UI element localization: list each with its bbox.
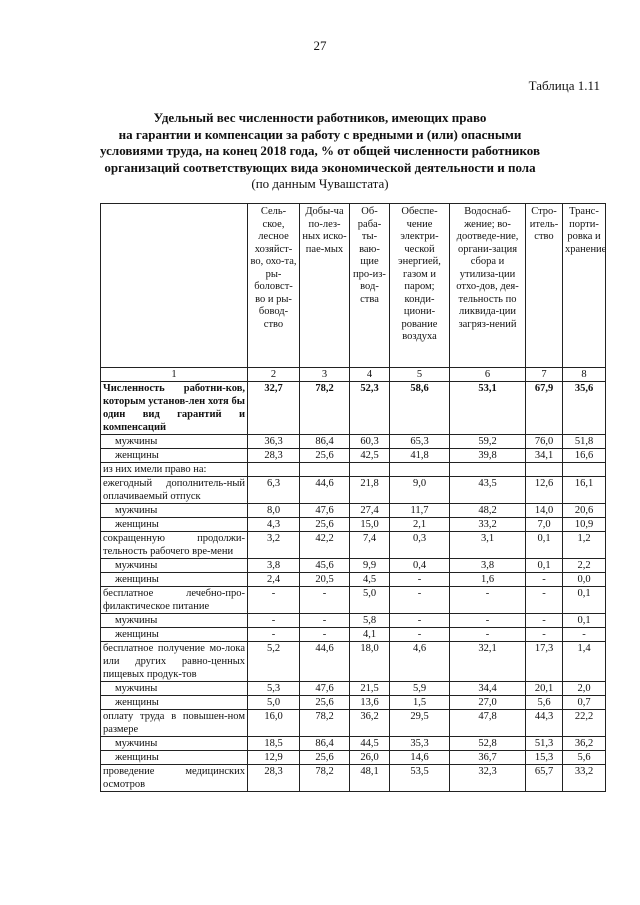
- title-line: Удельный вес численности работников, имеющих право: [153, 110, 487, 125]
- row-label: мужчины: [101, 504, 248, 518]
- cell-value: 42,2: [300, 532, 350, 559]
- row-label: женщины: [101, 751, 248, 765]
- table-row: [101, 642, 606, 682]
- cell-value: 25,6: [300, 449, 350, 463]
- cell-value: 27,4: [350, 504, 390, 518]
- cell-value: 32,7: [248, 382, 300, 435]
- cell-value: 9,0: [390, 477, 450, 504]
- table-row: [101, 532, 606, 559]
- table-row: [101, 587, 606, 614]
- cell-value: 86,4: [300, 737, 350, 751]
- cell-value: 36,2: [563, 737, 606, 751]
- cell-value: 78,2: [300, 765, 350, 792]
- cell-value: -: [526, 587, 563, 614]
- cell-value: 12,6: [526, 477, 563, 504]
- cell-value: 0,1: [563, 587, 606, 614]
- table-row: [101, 573, 606, 587]
- cell-value: 3,8: [248, 559, 300, 573]
- cell-value: [390, 463, 450, 477]
- cell-value: 0,4: [390, 559, 450, 573]
- cell-value: 22,2: [563, 710, 606, 737]
- row-label: бесплатное получение мо-лока или других равно-ценных пищевых продук-тов: [101, 642, 248, 682]
- header-row: [101, 204, 606, 368]
- column-header: Обеспе-чение электри-ческой энергией, газом и паром; конди-циони-рование воздуха: [390, 204, 450, 368]
- title-line: организаций соответствующих вида экономической деятельности и пола: [104, 159, 536, 175]
- cell-value: 48,1: [350, 765, 390, 792]
- cell-value: -: [526, 628, 563, 642]
- table-row: [101, 614, 606, 628]
- cell-value: 5,6: [526, 696, 563, 710]
- cell-value: 21,5: [350, 682, 390, 696]
- cell-value: 10,9: [563, 518, 606, 532]
- column-header: Сель-ское, лесное хозяйст-во, охо-та, ры-боловст-во и ры-бовод-ство: [248, 204, 300, 368]
- cell-value: [248, 463, 300, 477]
- cell-value: 35,6: [563, 382, 606, 435]
- cell-value: 1,2: [563, 532, 606, 559]
- table-row: [101, 449, 606, 463]
- cell-value: 44,3: [526, 710, 563, 737]
- table-label: Таблица 1.11: [528, 78, 600, 93]
- cell-value: 1,5: [390, 696, 450, 710]
- cell-value: 4,3: [248, 518, 300, 532]
- cell-value: 17,3: [526, 642, 563, 682]
- cell-value: 67,9: [526, 382, 563, 435]
- column-index: 2: [248, 368, 300, 382]
- cell-value: 32,1: [450, 642, 526, 682]
- cell-value: 36,7: [450, 751, 526, 765]
- table-row: [101, 696, 606, 710]
- cell-value: -: [248, 587, 300, 614]
- cell-value: 0,1: [526, 559, 563, 573]
- cell-value: 2,2: [563, 559, 606, 573]
- data-table: [100, 203, 606, 792]
- cell-value: -: [450, 628, 526, 642]
- cell-value: 3,8: [450, 559, 526, 573]
- cell-value: 29,5: [390, 710, 450, 737]
- table-title: [100, 110, 540, 193]
- table-body: [101, 382, 606, 792]
- cell-value: 47,6: [300, 682, 350, 696]
- table-row: [101, 559, 606, 573]
- column-index: 8: [563, 368, 606, 382]
- row-label: женщины: [101, 628, 248, 642]
- cell-value: 14,0: [526, 504, 563, 518]
- cell-value: 28,3: [248, 765, 300, 792]
- cell-value: 13,6: [350, 696, 390, 710]
- column-index-row: [101, 368, 606, 382]
- row-label: мужчины: [101, 737, 248, 751]
- row-label: сокращенную продолжи-тельность рабочего вре-мени: [101, 532, 248, 559]
- cell-value: 33,2: [450, 518, 526, 532]
- table-row: [101, 751, 606, 765]
- cell-value: 7,4: [350, 532, 390, 559]
- cell-value: 15,3: [526, 751, 563, 765]
- cell-value: 4,5: [350, 573, 390, 587]
- cell-value: 5,9: [390, 682, 450, 696]
- cell-value: 44,6: [300, 477, 350, 504]
- row-label: женщины: [101, 518, 248, 532]
- cell-value: 65,7: [526, 765, 563, 792]
- cell-value: 14,6: [390, 751, 450, 765]
- row-label: бесплатное лечебно-про-филактическое питание: [101, 587, 248, 614]
- cell-value: 25,6: [300, 518, 350, 532]
- row-label: мужчины: [101, 682, 248, 696]
- cell-value: 5,8: [350, 614, 390, 628]
- column-index: 3: [300, 368, 350, 382]
- cell-value: [526, 463, 563, 477]
- cell-value: 0,1: [526, 532, 563, 559]
- table-row: [101, 382, 606, 435]
- cell-value: -: [526, 573, 563, 587]
- cell-value: 52,3: [350, 382, 390, 435]
- page-number: 27: [313, 38, 327, 53]
- column-index: 4: [350, 368, 390, 382]
- cell-value: -: [300, 614, 350, 628]
- cell-value: 0,0: [563, 573, 606, 587]
- row-label: оплату труда в повышен-ном размере: [101, 710, 248, 737]
- cell-value: 15,0: [350, 518, 390, 532]
- table-row: [101, 628, 606, 642]
- row-label: женщины: [101, 573, 248, 587]
- cell-value: 60,3: [350, 435, 390, 449]
- cell-value: 16,0: [248, 710, 300, 737]
- cell-value: 44,5: [350, 737, 390, 751]
- row-label: Численность работни-ков, которым установ-лен хотя бы один вид гарантий и компенсаций: [101, 382, 248, 435]
- cell-value: 51,3: [526, 737, 563, 751]
- cell-value: 9,9: [350, 559, 390, 573]
- table-row: [101, 477, 606, 504]
- cell-value: 0,1: [563, 614, 606, 628]
- cell-value: -: [390, 628, 450, 642]
- cell-value: 5,6: [563, 751, 606, 765]
- header-corner: [101, 204, 248, 368]
- cell-value: 58,6: [390, 382, 450, 435]
- cell-value: 59,2: [450, 435, 526, 449]
- cell-value: 18,0: [350, 642, 390, 682]
- column-header: Транс-порти-ровка и хранение: [563, 204, 606, 368]
- column-header: Стро-итель-ство: [526, 204, 563, 368]
- cell-value: -: [563, 628, 606, 642]
- cell-value: 47,8: [450, 710, 526, 737]
- cell-value: 41,8: [390, 449, 450, 463]
- cell-value: 2,4: [248, 573, 300, 587]
- cell-value: [563, 463, 606, 477]
- row-label: мужчины: [101, 559, 248, 573]
- row-label: мужчины: [101, 435, 248, 449]
- cell-value: 32,3: [450, 765, 526, 792]
- cell-value: 76,0: [526, 435, 563, 449]
- cell-value: 2,0: [563, 682, 606, 696]
- cell-value: 4,6: [390, 642, 450, 682]
- cell-value: -: [300, 587, 350, 614]
- source-note: (по данным Чувашстата): [251, 176, 389, 191]
- cell-value: 25,6: [300, 751, 350, 765]
- cell-value: 53,1: [450, 382, 526, 435]
- cell-value: 25,6: [300, 696, 350, 710]
- cell-value: 0,3: [390, 532, 450, 559]
- table-head: [101, 204, 606, 382]
- cell-value: 2,1: [390, 518, 450, 532]
- column-index: 6: [450, 368, 526, 382]
- row-label: из них имели право на:: [101, 463, 248, 477]
- title-line: на гарантии и компенсации за работу с вредными и (или) опасными: [118, 126, 522, 142]
- cell-value: 5,0: [248, 696, 300, 710]
- cell-value: 21,8: [350, 477, 390, 504]
- row-label: женщины: [101, 696, 248, 710]
- cell-value: 27,0: [450, 696, 526, 710]
- table-row: [101, 518, 606, 532]
- cell-value: 11,7: [390, 504, 450, 518]
- cell-value: 43,5: [450, 477, 526, 504]
- table-row: [101, 504, 606, 518]
- cell-value: [450, 463, 526, 477]
- cell-value: 86,4: [300, 435, 350, 449]
- cell-value: -: [390, 614, 450, 628]
- row-label: проведение медицинских осмотров: [101, 765, 248, 792]
- cell-value: -: [300, 628, 350, 642]
- table-row: [101, 710, 606, 737]
- cell-value: 47,6: [300, 504, 350, 518]
- cell-value: 33,2: [563, 765, 606, 792]
- cell-value: 36,3: [248, 435, 300, 449]
- cell-value: [350, 463, 390, 477]
- row-label: ежегодный дополнитель-ный оплачиваемый отпуск: [101, 477, 248, 504]
- cell-value: 7,0: [526, 518, 563, 532]
- title-line: условиями труда, на конец 2018 года, % от общей численности работников: [100, 143, 540, 158]
- cell-value: -: [526, 614, 563, 628]
- cell-value: 5,0: [350, 587, 390, 614]
- row-label: женщины: [101, 449, 248, 463]
- column-index: 1: [101, 368, 248, 382]
- column-index: 5: [390, 368, 450, 382]
- cell-value: 1,4: [563, 642, 606, 682]
- cell-value: 45,6: [300, 559, 350, 573]
- cell-value: 35,3: [390, 737, 450, 751]
- cell-value: -: [390, 573, 450, 587]
- column-header: Об-раба-ты-ваю-щие про-из-вод-ства: [350, 204, 390, 368]
- cell-value: 78,2: [300, 382, 350, 435]
- table-row: [101, 682, 606, 696]
- cell-value: 42,5: [350, 449, 390, 463]
- cell-value: 26,0: [350, 751, 390, 765]
- cell-value: 16,6: [563, 449, 606, 463]
- cell-value: 5,2: [248, 642, 300, 682]
- column-index: 7: [526, 368, 563, 382]
- cell-value: 8,0: [248, 504, 300, 518]
- cell-value: 48,2: [450, 504, 526, 518]
- cell-value: 0,7: [563, 696, 606, 710]
- row-label: мужчины: [101, 614, 248, 628]
- cell-value: -: [450, 614, 526, 628]
- table-row: [101, 435, 606, 449]
- cell-value: -: [450, 587, 526, 614]
- cell-value: -: [390, 587, 450, 614]
- cell-value: 1,6: [450, 573, 526, 587]
- cell-value: 34,4: [450, 682, 526, 696]
- cell-value: -: [248, 614, 300, 628]
- cell-value: 51,8: [563, 435, 606, 449]
- cell-value: -: [248, 628, 300, 642]
- table-row: [101, 737, 606, 751]
- cell-value: 5,3: [248, 682, 300, 696]
- cell-value: 4,1: [350, 628, 390, 642]
- cell-value: 20,6: [563, 504, 606, 518]
- cell-value: 39,8: [450, 449, 526, 463]
- column-header: Водоснаб-жение; во-доотведе-ние, органи-зация сбора и утилиза-ции отхо-дов, дея-тельность по ликвида-ции загряз-нений: [450, 204, 526, 368]
- table-row: [101, 765, 606, 792]
- cell-value: 20,5: [300, 573, 350, 587]
- cell-value: 52,8: [450, 737, 526, 751]
- cell-value: 78,2: [300, 710, 350, 737]
- cell-value: 6,3: [248, 477, 300, 504]
- cell-value: 3,2: [248, 532, 300, 559]
- cell-value: 44,6: [300, 642, 350, 682]
- cell-value: 18,5: [248, 737, 300, 751]
- cell-value: 20,1: [526, 682, 563, 696]
- column-header: Добы-ча по-лез-ных иско-пае-мых: [300, 204, 350, 368]
- cell-value: 65,3: [390, 435, 450, 449]
- cell-value: 36,2: [350, 710, 390, 737]
- cell-value: 3,1: [450, 532, 526, 559]
- cell-value: 34,1: [526, 449, 563, 463]
- cell-value: 16,1: [563, 477, 606, 504]
- cell-value: 28,3: [248, 449, 300, 463]
- cell-value: [300, 463, 350, 477]
- table-row: [101, 463, 606, 477]
- cell-value: 12,9: [248, 751, 300, 765]
- cell-value: 53,5: [390, 765, 450, 792]
